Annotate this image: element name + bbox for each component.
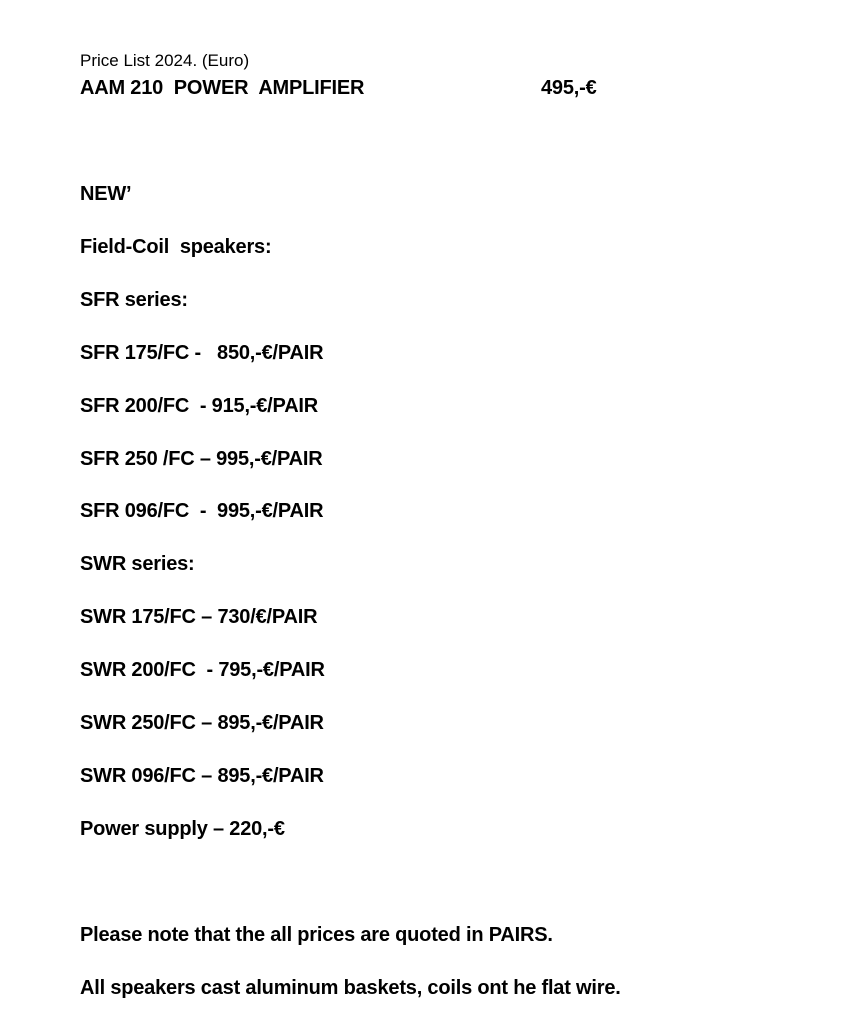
price-line-swr-200: SWR 200/FC - 795,-€/PAIR <box>80 659 325 681</box>
price-line-power-supply: Power supply – 220,-€ <box>80 818 285 840</box>
note-prices-in-pairs: Please note that the all prices are quoted in PAIRS. <box>80 924 553 946</box>
new-label: NEW’ <box>80 183 132 205</box>
price-line-swr-096: SWR 096/FC – 895,-€/PAIR <box>80 765 324 787</box>
swr-series-heading: SWR series: <box>80 553 195 575</box>
price-line-sfr-096: SFR 096/FC - 995,-€/PAIR <box>80 500 324 522</box>
price-list-caption: Price List 2024. (Euro) <box>80 51 250 70</box>
price-line-sfr-250: SFR 250 /FC – 995,-€/PAIR <box>80 448 323 470</box>
amplifier-price: 495,-€ <box>541 77 597 99</box>
field-coil-heading: Field-Coil speakers: <box>80 236 272 258</box>
note-speaker-construction: All speakers cast aluminum baskets, coils ont he flat wire. <box>80 977 621 999</box>
amplifier-name: AAM 210 POWER AMPLIFIER <box>80 77 365 99</box>
price-line-swr-250: SWR 250/FC – 895,-€/PAIR <box>80 712 324 734</box>
price-line-sfr-200: SFR 200/FC - 915,-€/PAIR <box>80 395 319 417</box>
price-line-sfr-175: SFR 175/FC - 850,-€/PAIR <box>80 342 324 364</box>
sfr-series-heading: SFR series: <box>80 289 188 311</box>
price-line-swr-175: SWR 175/FC – 730/€/PAIR <box>80 606 318 628</box>
